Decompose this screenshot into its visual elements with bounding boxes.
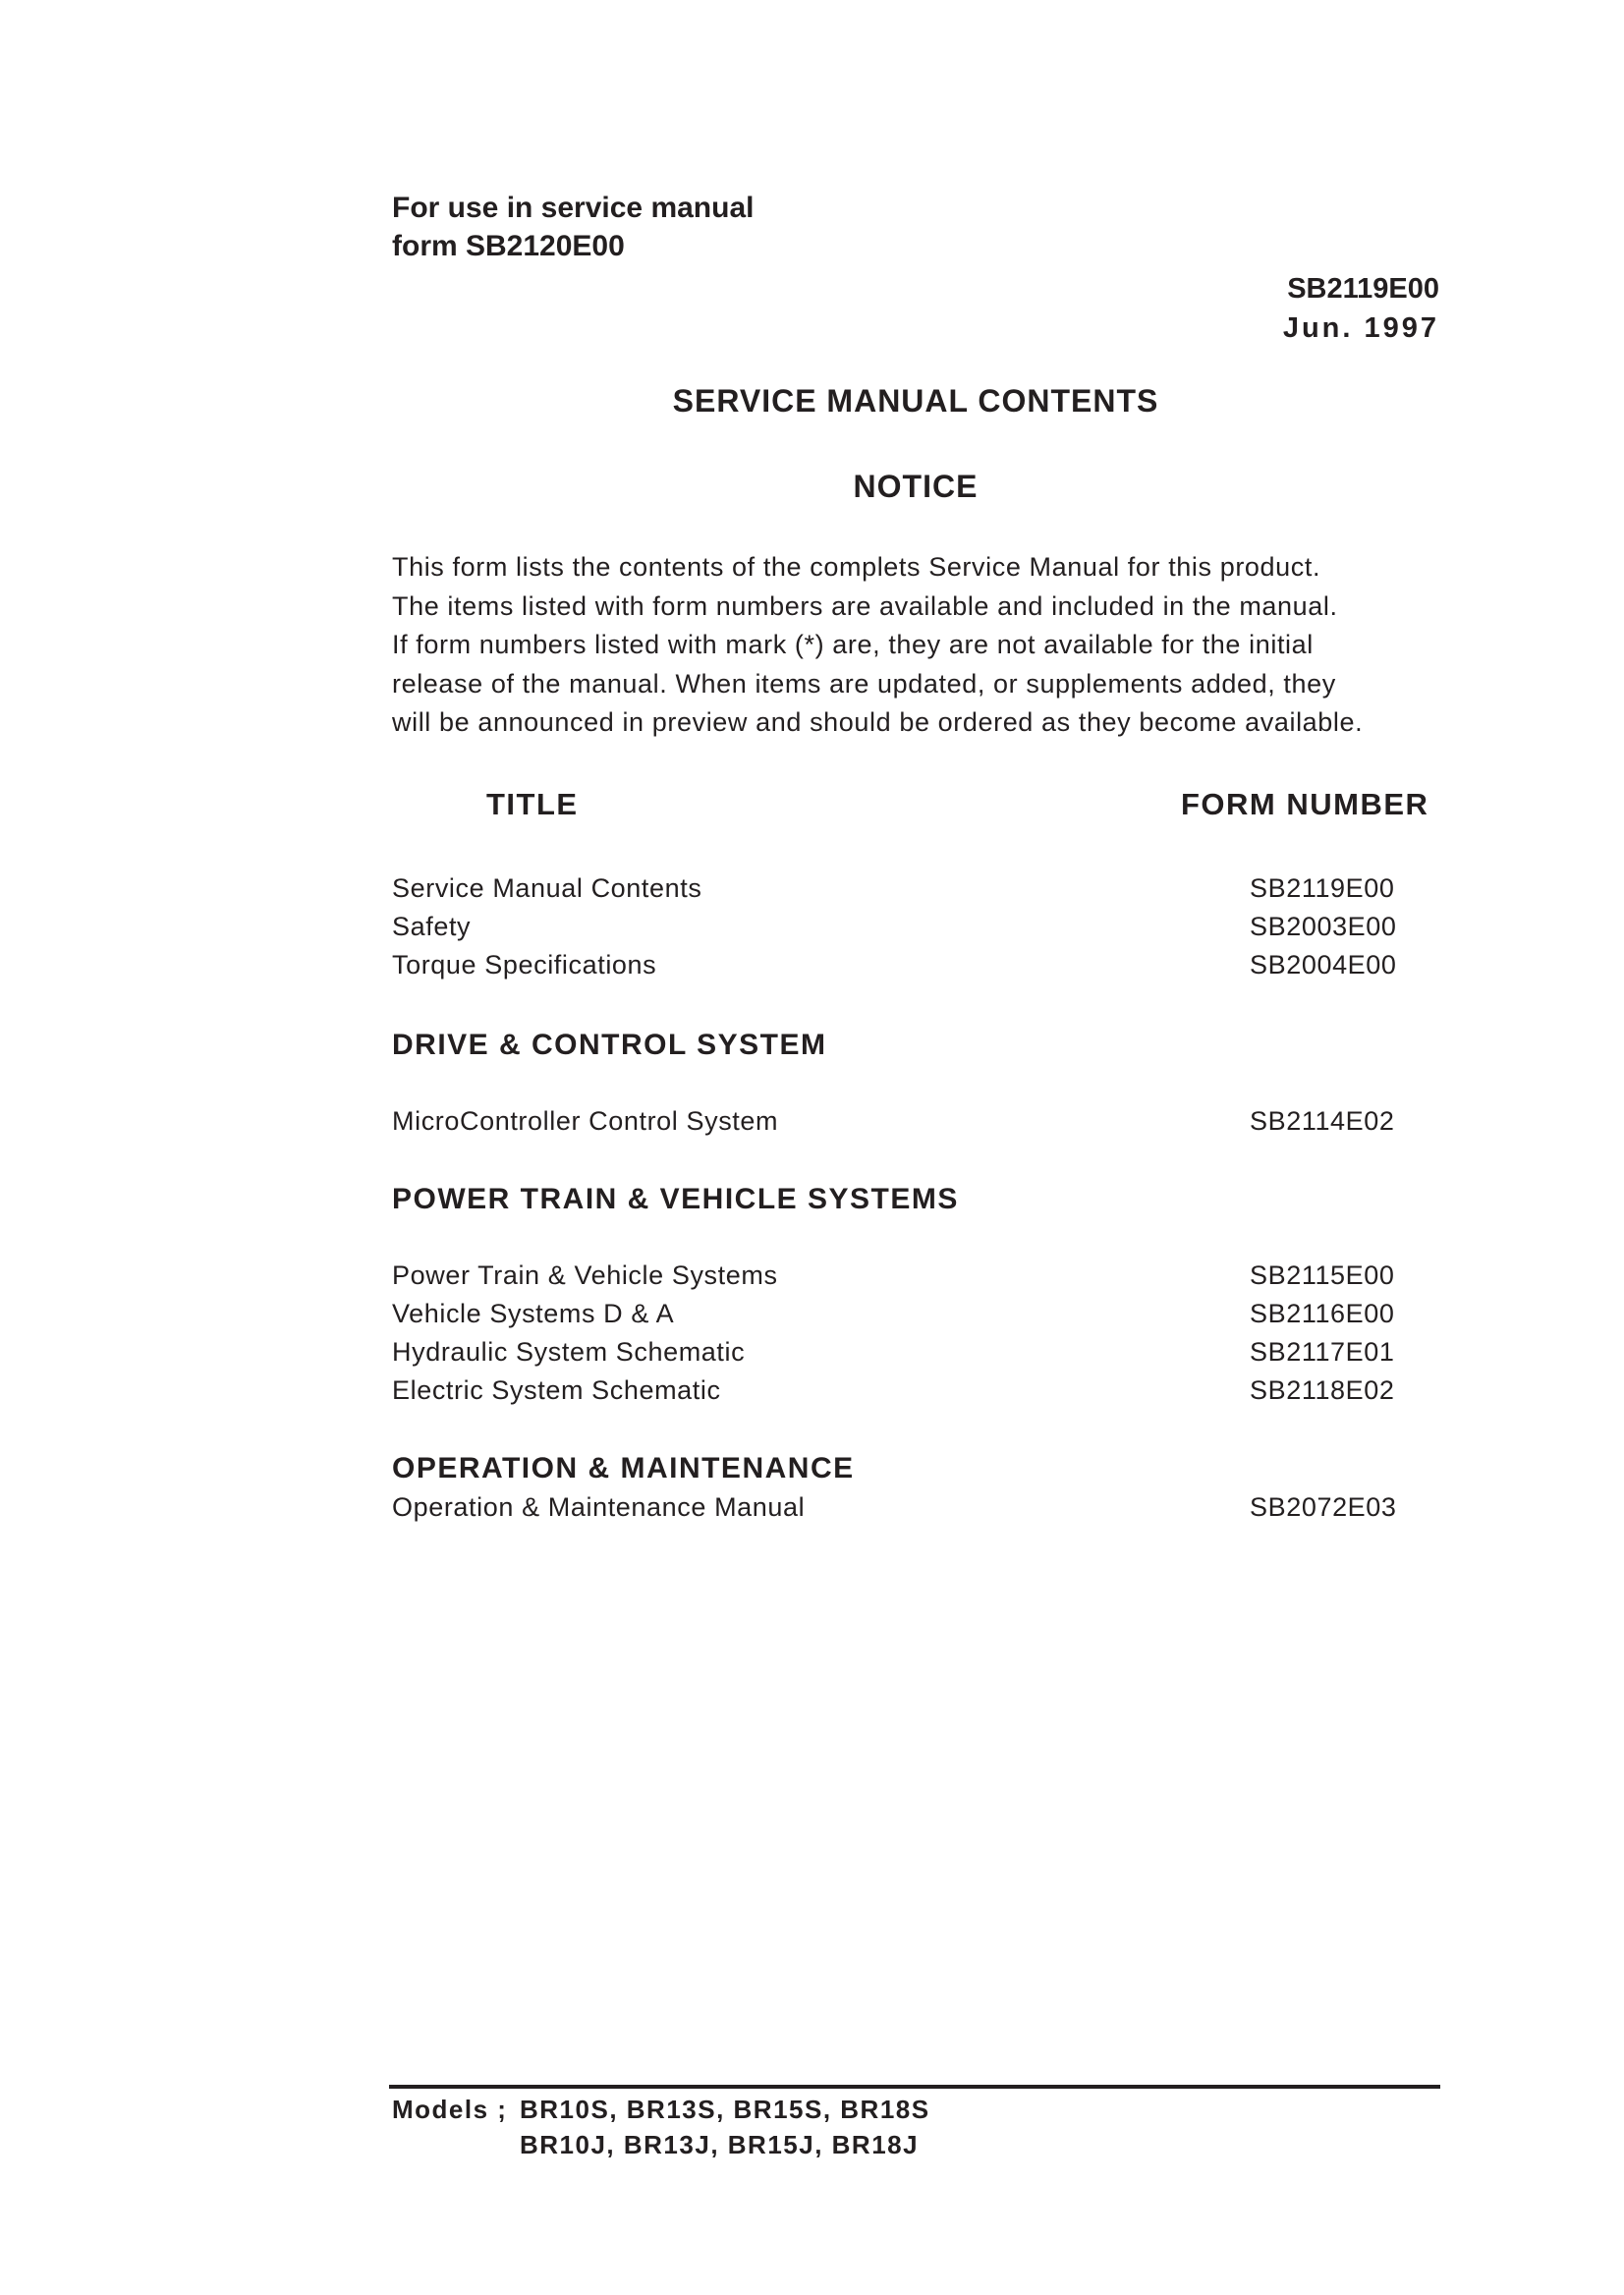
list-item — [392, 1492, 1404, 1531]
models-line-2: BR10J, BR13J, BR15J, BR18J — [520, 2130, 920, 2159]
notice-body — [392, 548, 1363, 743]
notice-line: release of the manual. When items are updated, or supplements added, they — [392, 668, 1336, 699]
item-form-number: SB2116E00 — [1250, 1299, 1395, 1328]
item-title: Vehicle Systems D & A — [392, 1299, 675, 1328]
notice-line: This form lists the contents of the complets Service Manual for this product. — [392, 552, 1321, 582]
list-item — [392, 912, 1404, 950]
document-code: SB2119E00 — [1287, 273, 1439, 305]
models-label: Models ; — [392, 2095, 508, 2124]
item-form-number: SB2115E00 — [1250, 1260, 1395, 1290]
list-item — [392, 1260, 1404, 1299]
list-item — [392, 1106, 1404, 1145]
item-form-number: SB2072E03 — [1250, 1492, 1397, 1522]
section-heading-operation-maintenance: OPERATION & MAINTENANCE — [392, 1452, 855, 1484]
notice-heading: NOTICE — [853, 469, 979, 504]
models-line-1: BR10S, BR13S, BR15S, BR18S — [520, 2095, 930, 2124]
item-title: Service Manual Contents — [392, 873, 702, 903]
item-form-number: SB2118E02 — [1250, 1375, 1395, 1405]
column-header-title: TITLE — [486, 787, 579, 821]
item-form-number: SB2003E00 — [1250, 912, 1397, 941]
list-item — [392, 1375, 1404, 1414]
notice-line: will be announced in preview and should be ordered as they become available. — [392, 707, 1364, 737]
footer-divider — [389, 2085, 1440, 2089]
column-header-form-number: FORM NUMBER — [1181, 787, 1429, 821]
list-item — [392, 950, 1404, 988]
list-item — [392, 1299, 1404, 1337]
item-title: Safety — [392, 912, 472, 941]
item-title: Power Train & Vehicle Systems — [392, 1260, 778, 1290]
document-date: Jun. 1997 — [1282, 312, 1439, 344]
item-title: Torque Specifications — [392, 950, 657, 980]
item-form-number: SB2004E00 — [1250, 950, 1397, 980]
header-use-line1: For use in service manual — [392, 192, 755, 224]
page-title: SERVICE MANUAL CONTENTS — [672, 383, 1159, 419]
item-form-number: SB2119E00 — [1250, 873, 1395, 903]
item-form-number: SB2117E01 — [1250, 1337, 1395, 1367]
item-form-number: SB2114E02 — [1250, 1106, 1395, 1136]
section-heading-drive-control: DRIVE & CONTROL SYSTEM — [392, 1029, 827, 1061]
notice-line: If form numbers listed with mark (*) are, they are not available for the initial — [392, 630, 1314, 659]
header-use-line2: form SB2120E00 — [392, 230, 625, 262]
list-item — [392, 873, 1404, 912]
item-title: Operation & Maintenance Manual — [392, 1492, 806, 1522]
notice-line: The items listed with form numbers are available and included in the manual. — [392, 590, 1338, 621]
item-title: Electric System Schematic — [392, 1375, 721, 1405]
section-heading-power-train: POWER TRAIN & VEHICLE SYSTEMS — [392, 1183, 959, 1215]
item-title: Hydraulic System Schematic — [392, 1337, 746, 1367]
list-item — [392, 1337, 1404, 1375]
item-title: MicroController Control System — [392, 1106, 779, 1136]
